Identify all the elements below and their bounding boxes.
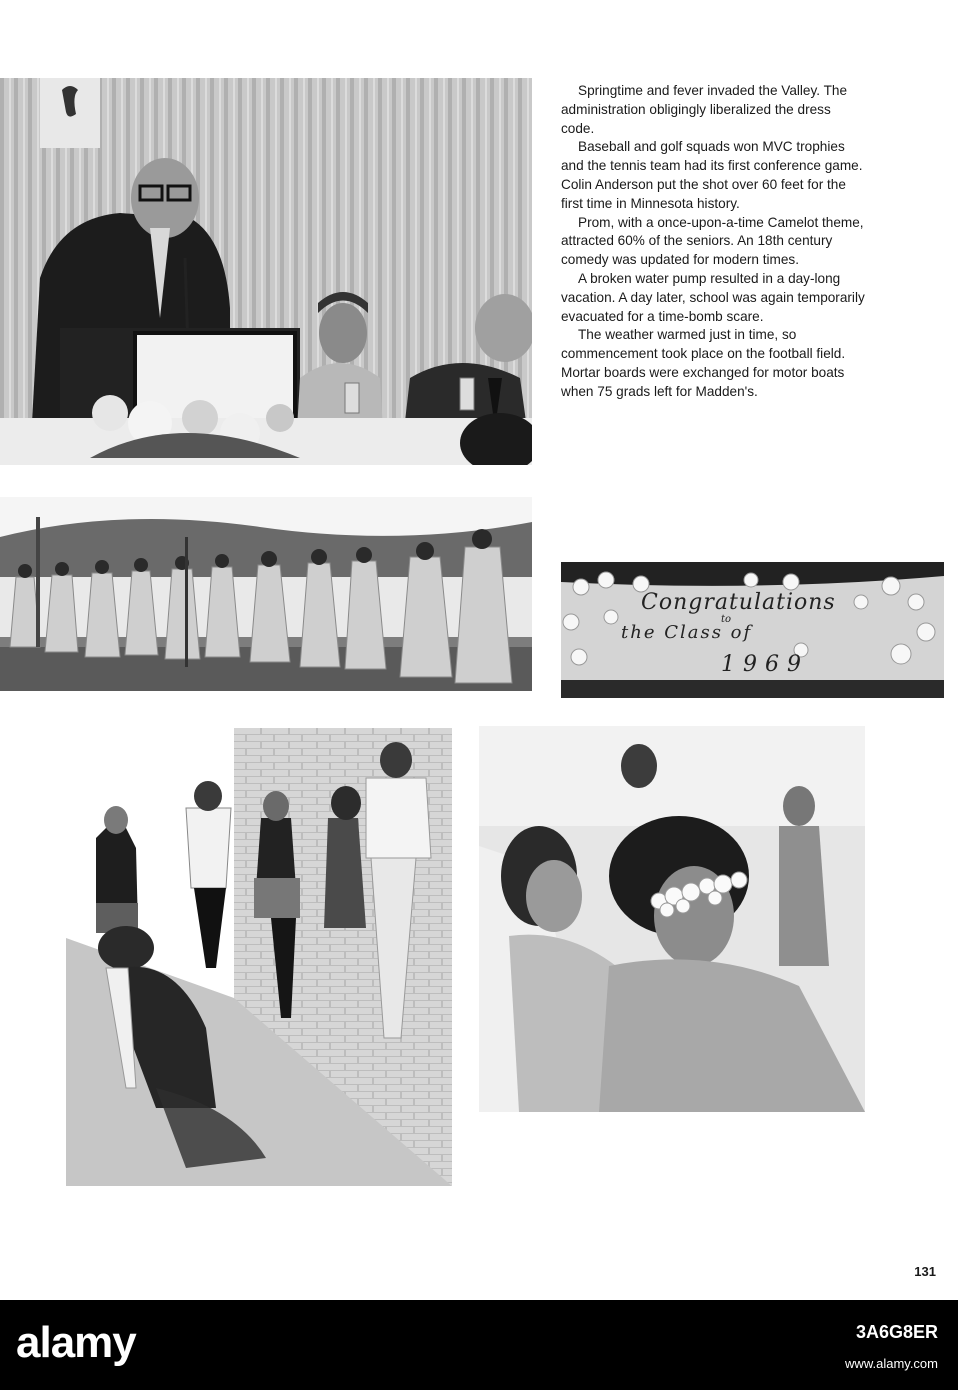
cake-line-2: to [721, 614, 732, 625]
article-paragraph: A broken water pump resulted in a day-long vacation. A day later, school was again temporarily evacuated for a time-bomb scare. [561, 270, 865, 324]
procession-photo-art [0, 497, 532, 691]
boys-flower-crown-photo [479, 726, 865, 1112]
banquet-photo [0, 78, 532, 465]
cake-writing [621, 590, 901, 677]
students-brick-wall-photo [66, 728, 452, 1186]
cake-line-1: Congratulations [641, 590, 836, 615]
article-paragraph: Prom, with a once-upon-a-time Camelot theme, attracted 60% of the seniors. An 18th century comedy was updated for modern times. [561, 214, 864, 268]
article-text [561, 82, 866, 402]
image-id: 3A6G8ER [855, 1322, 938, 1342]
cake-photo [561, 562, 944, 698]
brand-logo: alamy [16, 1318, 136, 1367]
article-paragraph: Springtime and fever invaded the Valley. The administration obligingly liberalized the dress code. [561, 83, 848, 136]
cake-line-3: the Class of [621, 622, 753, 643]
brand-url: www.alamy.com [845, 1356, 938, 1371]
cake-photo-art [561, 562, 944, 698]
graduation-procession-photo [0, 497, 532, 691]
article-paragraph: The weather warmed just in time, so commencement took place on the football field. Mortar boards were exchanged for motor boats when 75 grads left for Madden's. [561, 327, 846, 399]
watermark-footer [0, 1300, 958, 1390]
page-number: 131 [914, 1264, 936, 1279]
article-paragraph: Baseball and golf squads won MVC trophies and the tennis team had its first conference game. Colin Anderson put the shot over 60 feet for the first time in Minnesota history. [561, 139, 863, 211]
boys-photo-art [479, 726, 865, 1112]
banquet-photo-art [0, 78, 532, 465]
cake-line-4: 1969 [721, 652, 809, 677]
students-photo-art [66, 728, 452, 1186]
